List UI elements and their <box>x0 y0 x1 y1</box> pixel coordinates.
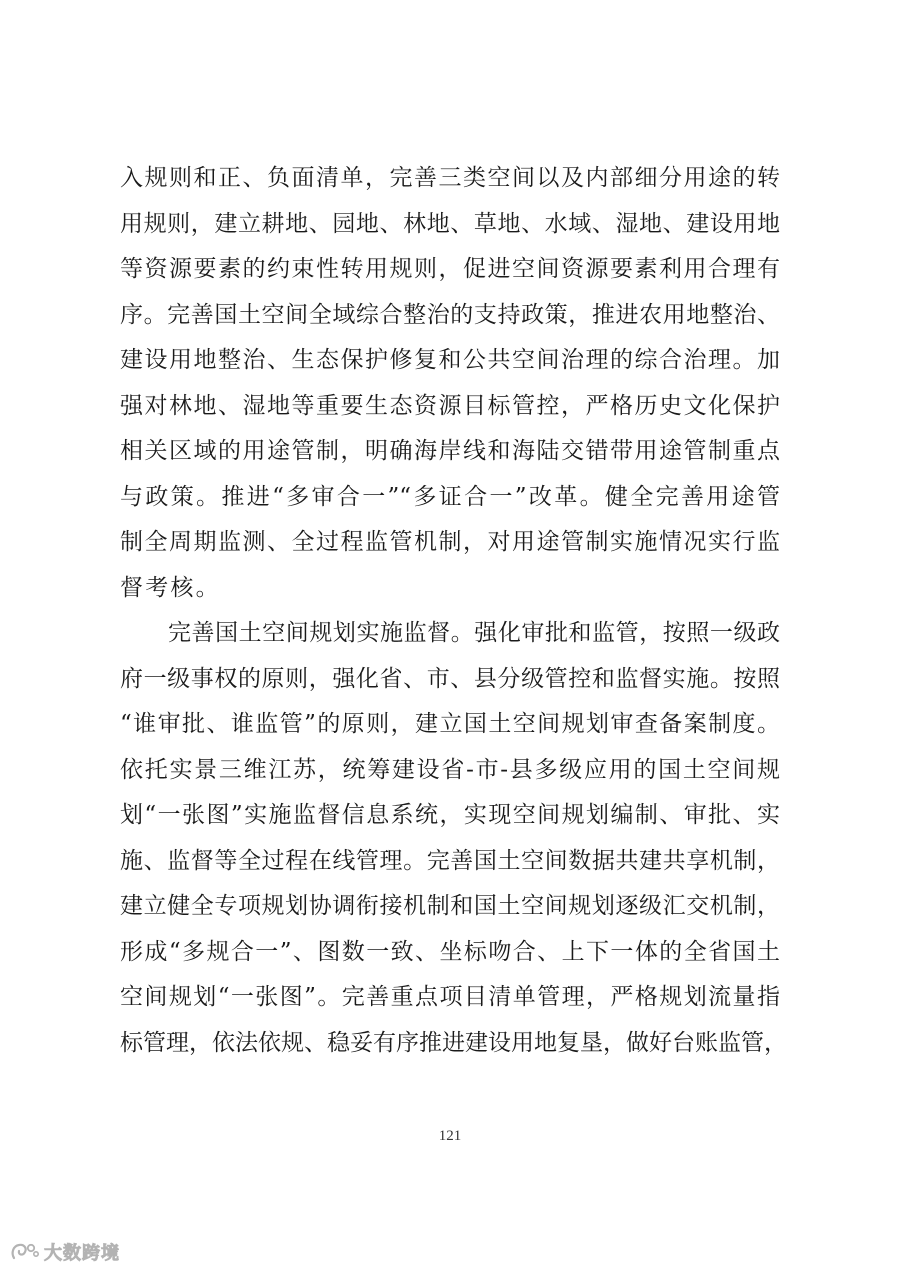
text-line-8: 与政策。推进“多审合一”“多证合一”改革。健全完善用途管 <box>120 483 780 510</box>
text-line-1: 入规则和正、负面清单，完善三类空间以及内部细分用途的转 <box>120 165 780 191</box>
text-line-12: 府一级事权的原则，强化省、市、县分级管控和监督实施。按照 <box>120 665 780 692</box>
text-line-3: 等资源要素的约束性转用规则，促进空间资源要素利用合理有 <box>120 256 780 282</box>
logo-mark-icon <box>10 1241 40 1263</box>
body-text <box>120 156 787 1066</box>
text-line-16: 施、监督等全过程在线管理。完善国土空间数据共建共享机制， <box>120 847 780 874</box>
text-line-17: 建立健全专项规划协调衔接机制和国土空间规划逐级汇交机制， <box>120 893 780 919</box>
watermark-text: 大数跨境 <box>44 1243 120 1264</box>
text-line-4: 序。完善国土空间全域综合整治的支持政策，推进农用地整治、 <box>120 301 780 328</box>
text-line-10: 督考核。 <box>120 574 221 601</box>
page-number: 121 <box>438 1128 462 1144</box>
text-line-15: 划“一张图”实施监督信息系统，实现空间规划编制、审批、实 <box>120 802 780 828</box>
text-line-19: 空间规划“一张图”。完善重点项目清单管理，严格规划流量指 <box>120 984 780 1010</box>
text-line-5: 建设用地整治、生态保护修复和公共空间治理的综合治理。加 <box>120 347 780 373</box>
text-line-11: 完善国土空间规划实施监督。强化审批和监管，按照一级政 <box>168 620 780 646</box>
text-line-2: 用规则，建立耕地、园地、林地、草地、水域、湿地、建设用地 <box>120 210 780 237</box>
watermark <box>10 1240 120 1264</box>
text-line-18: 形成“多规合一”、图数一致、坐标吻合、上下一体的全省国土 <box>120 938 780 965</box>
text-line-7: 相关区域的用途管制，明确海岸线和海陆交错带用途管制重点 <box>120 438 780 464</box>
text-line-13: “谁审批、谁监管”的原则，建立国土空间规划审查备案制度。 <box>120 711 780 737</box>
text-line-6: 强对林地、湿地等重要生态资源目标管控，严格历史文化保护 <box>120 392 780 419</box>
text-line-14: 依托实景三维江苏，统筹建设省-市-县多级应用的国土空间规 <box>120 756 780 783</box>
text-line-9: 制全周期监测、全过程监管机制，对用途管制实施情况实行监 <box>120 529 780 555</box>
text-line-20: 标管理，依法依规、稳妥有序推进建设用地复垦，做好台账监管， <box>120 1029 787 1056</box>
